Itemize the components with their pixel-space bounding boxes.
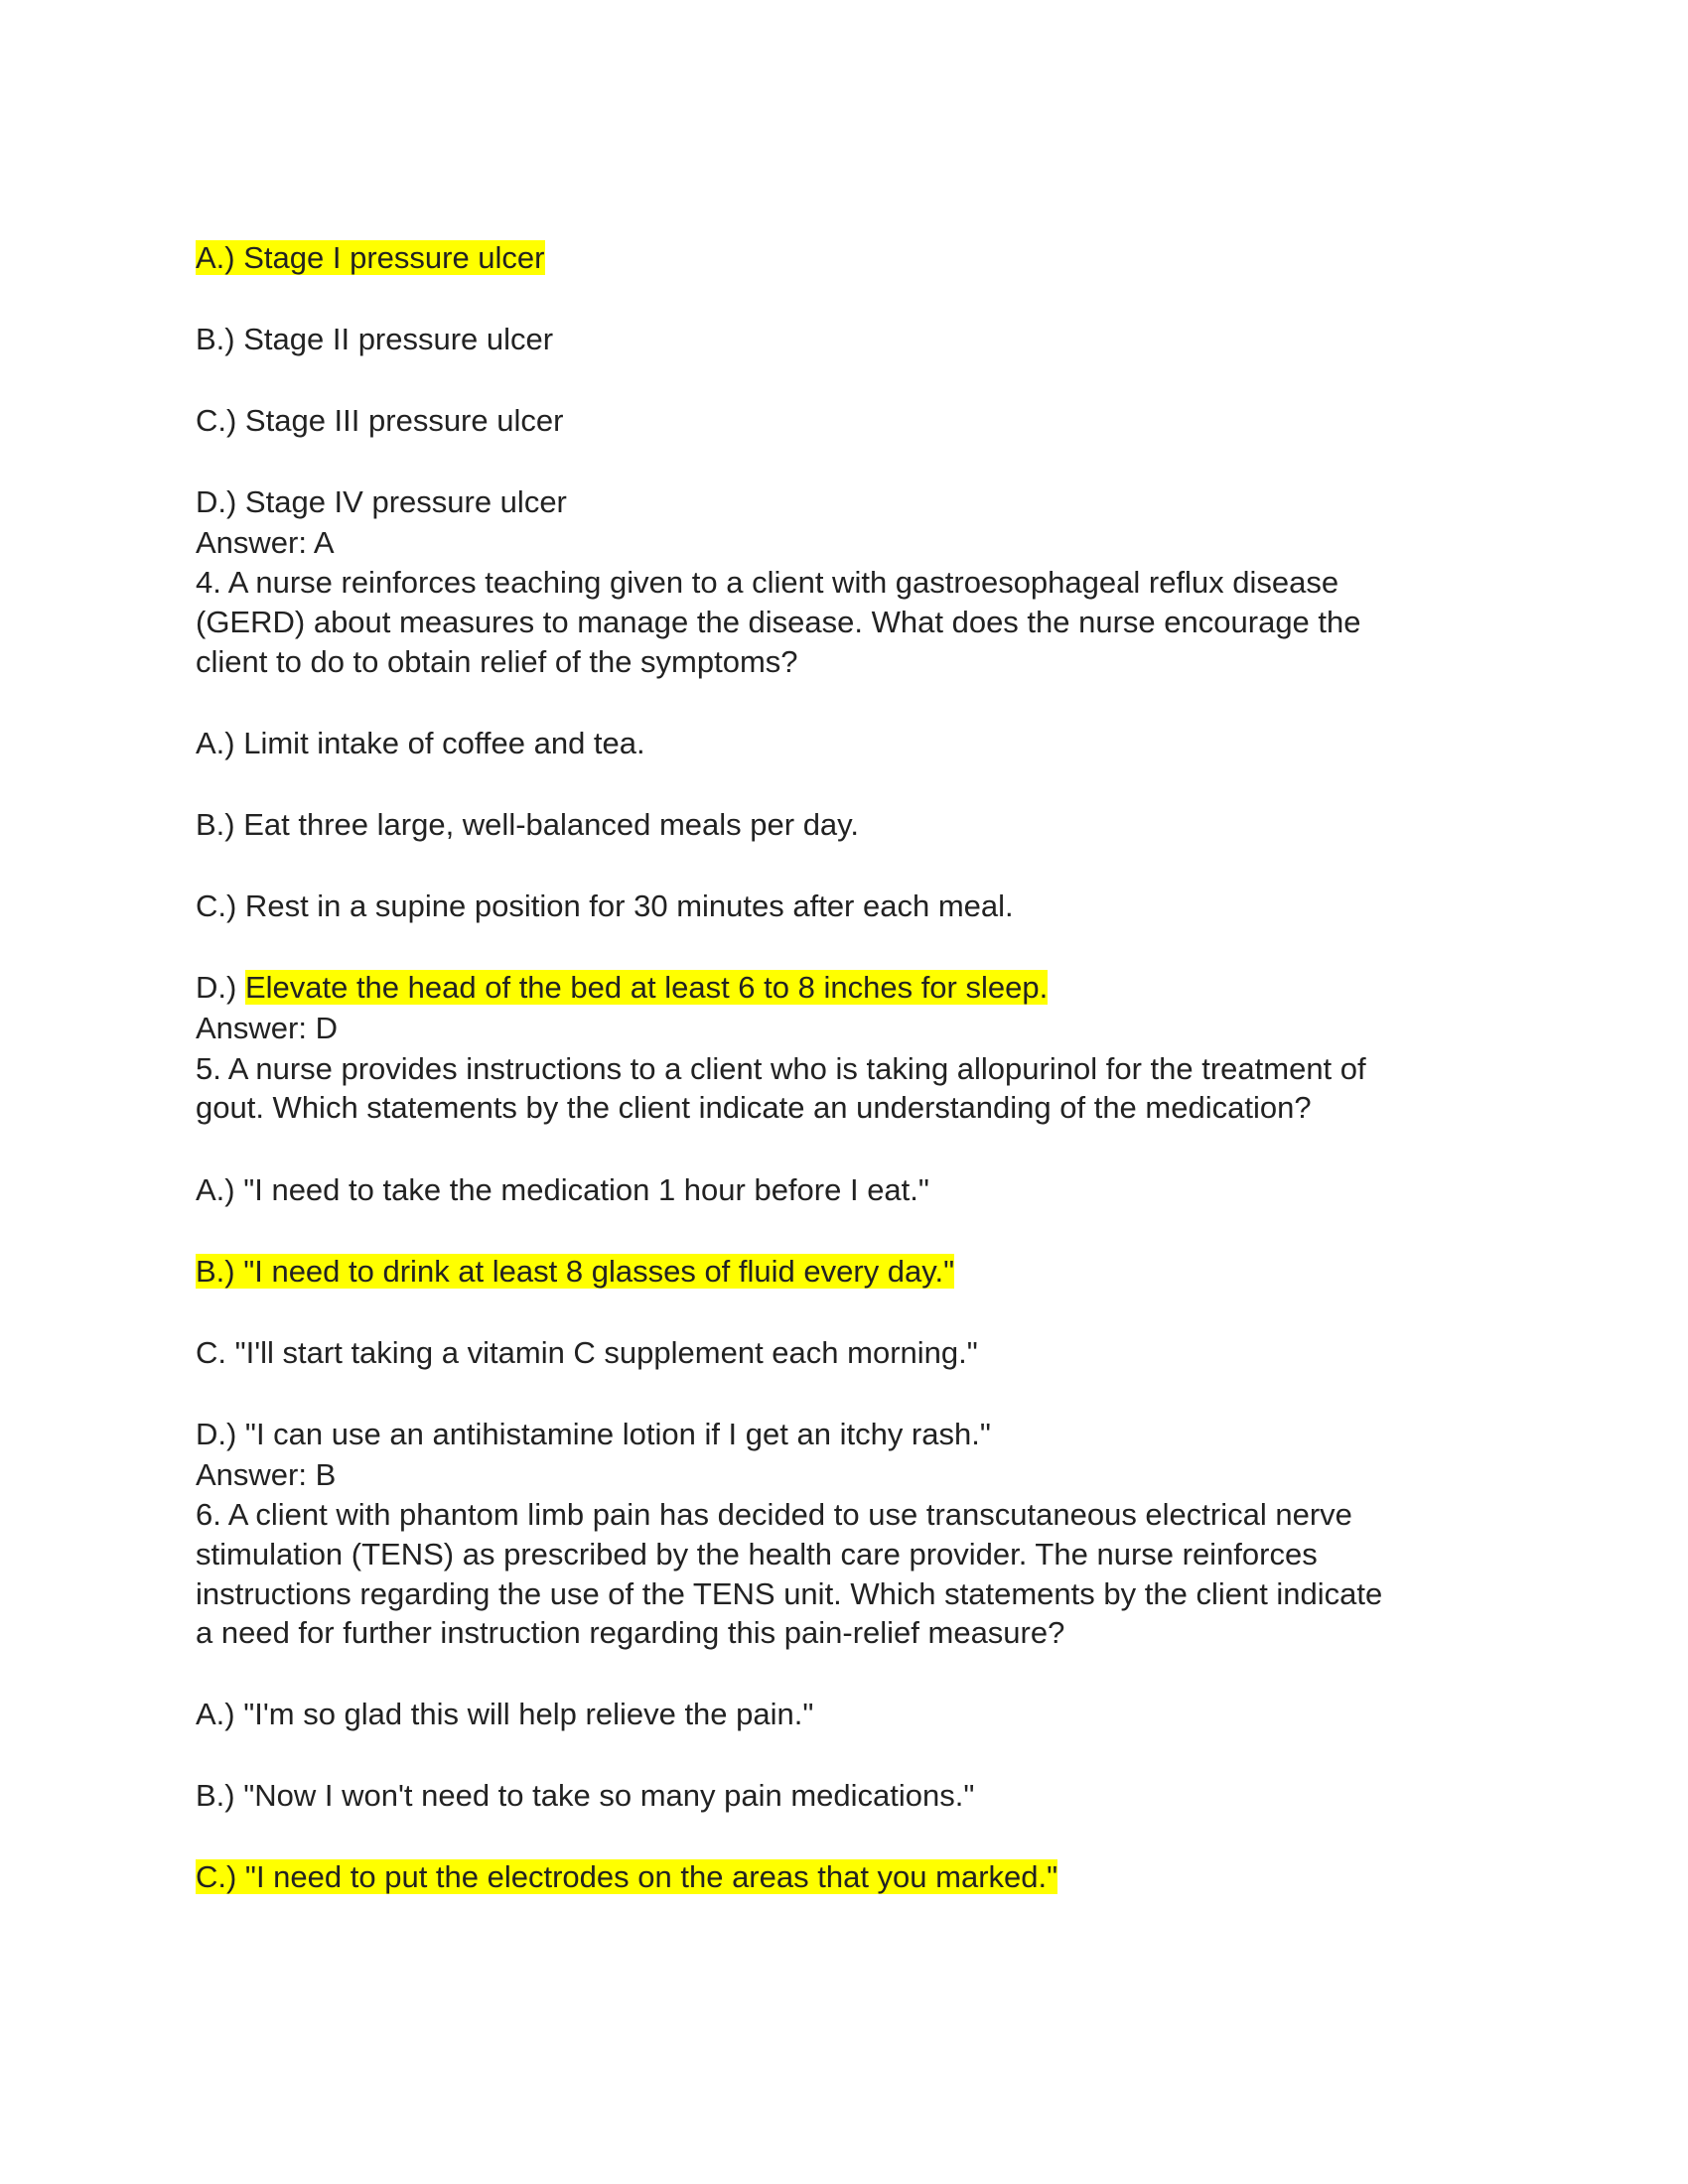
q3-option-d: D.) Stage IV pressure ulcer [196, 484, 567, 519]
q4-option-d-highlight: Elevate the head of the bed at least 6 to 8 inches for sleep. [244, 970, 1049, 1005]
q6-question-line-4: a need for further instruction regarding this pain-relief measure? [196, 1615, 1065, 1650]
q6-question-line-1: 6. A client with phantom limb pain has decided to use transcutaneous electrical nerve [196, 1497, 1352, 1532]
q5-question-line-2: gout. Which statements by the client indicate an understanding of the medication? [196, 1090, 1312, 1125]
q3-option-c: C.) Stage III pressure ulcer [196, 403, 564, 438]
q5-option-b-highlight: B.) "I need to drink at least 8 glasses of fluid every day." [196, 1254, 955, 1289]
q5-option-c: C. "I'll start taking a vitamin C supplement each morning." [196, 1335, 978, 1370]
q6-option-a: A.) "I'm so glad this will help relieve the pain." [196, 1697, 814, 1731]
q5-option-d: D.) "I can use an antihistamine lotion if I get an itchy rash." [196, 1417, 991, 1451]
q4-question-line-2: (GERD) about measures to manage the disease. What does the nurse encourage the [196, 605, 1361, 639]
q5-question-line-1: 5. A nurse provides instructions to a client who is taking allopurinol for the treatment of [196, 1051, 1366, 1086]
q3-option-a [196, 238, 545, 278]
q5-answer: Answer: B [196, 1457, 337, 1492]
q4-answer: Answer: D [196, 1011, 338, 1045]
q4-option-b: B.) Eat three large, well-balanced meals per day. [196, 807, 859, 842]
q4-option-a: A.) Limit intake of coffee and tea. [196, 726, 645, 760]
q6-option-c-highlight: C.) "I need to put the electrodes on the areas that you marked." [196, 1859, 1058, 1894]
q5-option-a: A.) "I need to take the medication 1 hour before I eat." [196, 1172, 929, 1207]
q4-option-d-prefix: D.) [196, 970, 245, 1005]
q6-option-c [196, 1857, 1057, 1897]
q6-option-b: B.) "Now I won't need to take so many pain medications." [196, 1778, 975, 1813]
q3-option-b: B.) Stage II pressure ulcer [196, 322, 554, 356]
q4-option-d [196, 968, 1048, 1008]
q6-question-line-3: instructions regarding the use of the TENS unit. Which statements by the client indicate [196, 1576, 1383, 1611]
q6-question-line-2: stimulation (TENS) as prescribed by the health care provider. The nurse reinforces [196, 1537, 1318, 1571]
q5-option-b [196, 1252, 954, 1292]
q3-answer: Answer: A [196, 525, 335, 560]
q4-option-c: C.) Rest in a supine position for 30 minutes after each meal. [196, 888, 1014, 923]
q4-question-line-3: client to do to obtain relief of the symptoms? [196, 644, 798, 679]
q3-option-a-highlight: A.) Stage I pressure ulcer [196, 240, 545, 275]
q4-question-line-1: 4. A nurse reinforces teaching given to a client with gastroesophageal reflux disease [196, 565, 1339, 600]
